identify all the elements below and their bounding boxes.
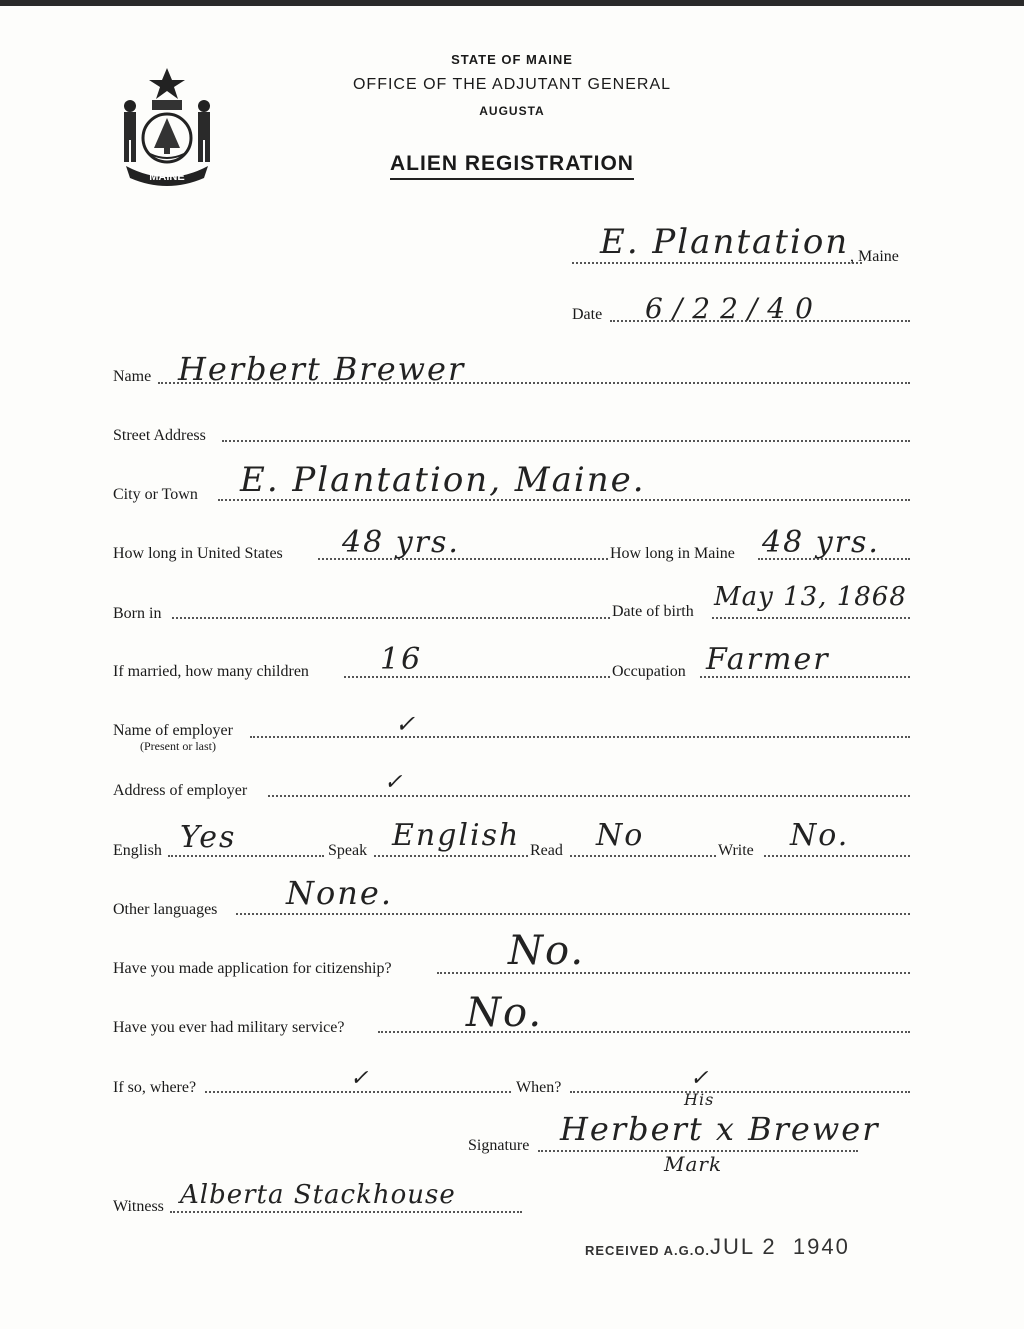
speak-value: English	[392, 818, 521, 853]
signature-value: Herbert x Brewer	[560, 1110, 880, 1148]
children-value: 16	[380, 642, 423, 677]
signature-mark-bottom: Mark	[664, 1152, 723, 1176]
received-date: JUL 2 1940	[710, 1234, 850, 1259]
maine-years-value: 48 yrs.	[762, 525, 880, 560]
employer-address-label: Address of employer	[113, 782, 248, 799]
write-value: No.	[790, 818, 850, 853]
citizenship-value: No.	[508, 928, 586, 974]
received-stamp: RECEIVED A.G.O.	[585, 1243, 711, 1258]
other-languages-label: Other languages	[113, 901, 218, 918]
signature-label: Signature	[468, 1137, 530, 1154]
employer-address-value: ✓	[384, 770, 405, 795]
write-label: Write	[718, 842, 754, 859]
where-value: ✓	[350, 1066, 371, 1091]
english-value: Yes	[180, 820, 237, 855]
form-title: ALIEN REGISTRATION	[0, 152, 1024, 176]
citizenship-label: Have you made application for citizenship?	[113, 960, 392, 977]
speak-label: Speak	[328, 842, 368, 859]
us-years-value: 48 yrs.	[342, 525, 460, 560]
signature-mark-top: His	[684, 1090, 715, 1109]
dob-value: May 13, 1868	[714, 582, 907, 612]
street-label: Street Address	[113, 427, 206, 444]
military-label: Have you ever had military service?	[113, 1019, 345, 1036]
header-office: OFFICE OF THE ADJUTANT GENERAL	[352, 76, 672, 93]
dob-label: Date of birth	[612, 603, 694, 620]
svg-text:MAINE: MAINE	[149, 171, 185, 183]
when-label: When?	[516, 1079, 562, 1096]
name-value: Herbert Brewer	[178, 350, 466, 388]
page-top-edge	[0, 0, 1024, 6]
witness-value: Alberta Stackhouse	[180, 1180, 456, 1210]
employer-label: Name of employer	[113, 722, 233, 739]
name-label: Name	[113, 368, 152, 385]
where-label: If so, where?	[113, 1079, 197, 1096]
children-label: If married, how many children	[113, 663, 309, 680]
read-label: Read	[530, 842, 563, 859]
city-value: E. Plantation, Maine.	[240, 460, 646, 500]
military-value: No.	[466, 990, 544, 1036]
read-value: No	[596, 818, 645, 853]
witness-label: Witness	[113, 1198, 164, 1215]
occupation-value: Farmer	[706, 642, 830, 677]
employer-value: ✓	[395, 710, 418, 738]
header-city: AUGUSTA	[479, 104, 545, 118]
when-value: ✓	[690, 1066, 711, 1091]
city-label: City or Town	[113, 486, 198, 503]
other-languages-value: None.	[286, 874, 393, 912]
english-label: English	[113, 842, 162, 859]
born-in-label: Born in	[113, 605, 162, 622]
us-years-label: How long in United States	[113, 545, 283, 562]
occupation-label: Occupation	[612, 663, 686, 680]
employer-sublabel: (Present or last)	[140, 739, 216, 753]
date-value: 6/22/40	[645, 292, 823, 325]
maine-years-label: How long in Maine	[610, 545, 735, 562]
location-value: E. Plantation	[600, 222, 850, 262]
header-state: STATE OF MAINE	[451, 52, 573, 67]
location-suffix: , Maine	[850, 248, 899, 265]
date-label: Date	[572, 306, 603, 323]
